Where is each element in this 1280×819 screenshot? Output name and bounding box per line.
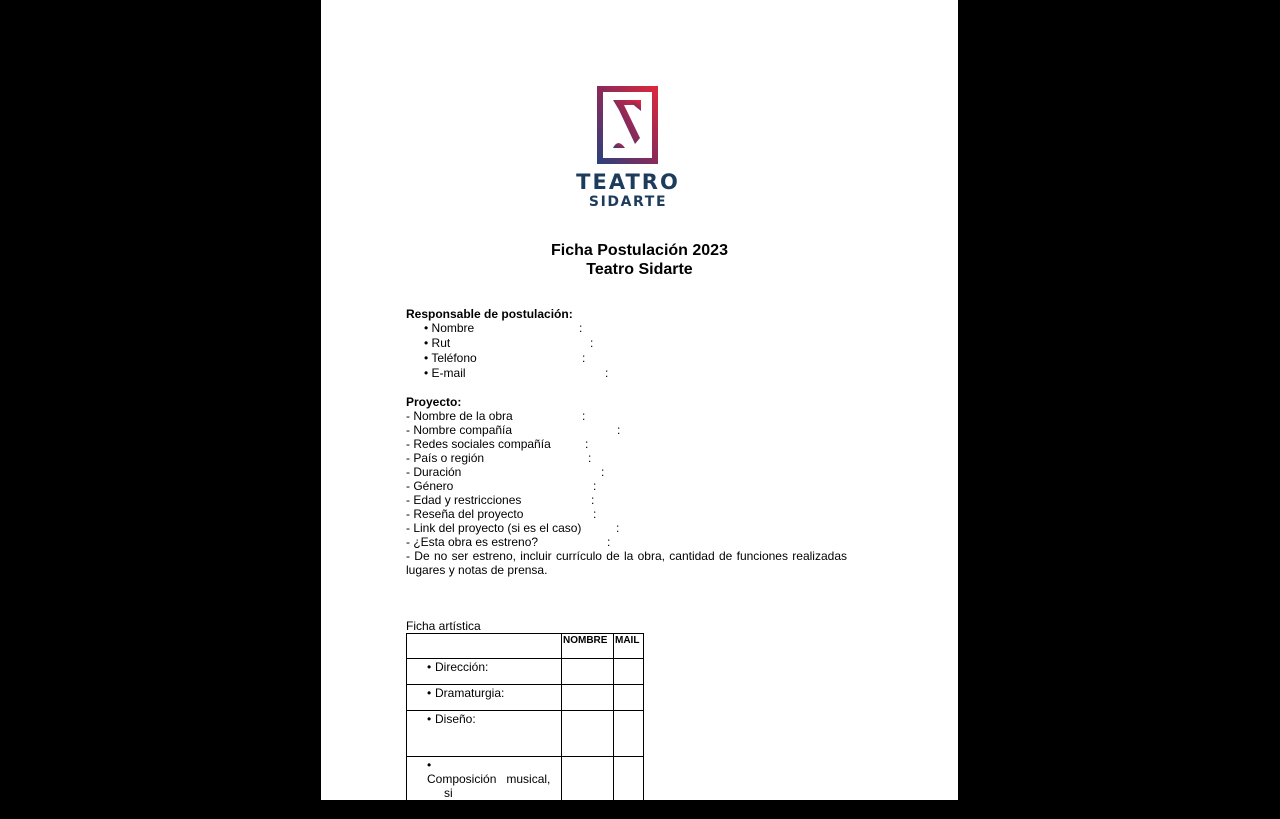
- logo-text-teatro: TEATRO: [576, 170, 680, 194]
- table-header-cell: MAIL: [614, 634, 644, 659]
- table-header-cell: [407, 634, 562, 659]
- proyecto-item: - Duración: [406, 465, 462, 479]
- table-header-cell: NOMBRE: [562, 634, 614, 659]
- nombre-cell[interactable]: [562, 685, 614, 711]
- table-row: [407, 711, 644, 757]
- field-separator: :: [585, 437, 589, 451]
- mail-cell[interactable]: [614, 659, 644, 685]
- responsable-item: • E-mail: [424, 366, 466, 380]
- responsable-label: Nombre: [431, 321, 475, 335]
- field-separator: :: [593, 507, 597, 521]
- field-separator: :: [617, 423, 621, 437]
- nombre-cell[interactable]: [562, 711, 614, 757]
- proyecto-item: - Nombre compañía: [406, 423, 513, 437]
- field-separator: :: [588, 451, 592, 465]
- proyecto-item: - Redes sociales compañía: [406, 437, 551, 451]
- table-row: [407, 757, 644, 819]
- mail-cell[interactable]: [614, 685, 644, 711]
- nombre-cell[interactable]: [562, 659, 614, 685]
- field-separator: :: [582, 351, 586, 365]
- responsable-label: E-mail: [431, 366, 466, 380]
- field-separator: :: [607, 535, 611, 549]
- proyecto-item: - Link del proyecto (si es el caso): [406, 521, 582, 535]
- ficha-artistica-table: [406, 633, 644, 819]
- responsable-label: Rut: [431, 336, 451, 350]
- role-cell: • Diseño:: [407, 711, 562, 757]
- responsable-item: • Nombre: [424, 321, 475, 335]
- responsable-item: • Rut: [424, 336, 451, 350]
- proyecto-item: - ¿Esta obra es estreno?: [406, 535, 539, 549]
- field-separator: :: [601, 465, 605, 479]
- proyecto-item: - Reseña del proyecto: [406, 507, 524, 521]
- field-separator: :: [590, 336, 594, 350]
- field-separator: :: [593, 479, 597, 493]
- field-separator: :: [591, 493, 595, 507]
- responsable-label: Teléfono: [431, 351, 477, 365]
- proyecto-item: - Género: [406, 479, 454, 493]
- field-separator: :: [582, 409, 586, 423]
- document-subtitle: Teatro Sidarte: [586, 261, 693, 278]
- ficha-artistica-heading: Ficha artística: [406, 619, 481, 633]
- table-row: [407, 685, 644, 711]
- responsable-heading: Responsable de postulación:: [406, 307, 573, 321]
- responsable-item: • Teléfono: [424, 351, 477, 365]
- nombre-cell[interactable]: [562, 757, 614, 819]
- proyecto-heading: Proyecto:: [406, 395, 462, 409]
- table-row: [407, 659, 644, 685]
- role-cell: •Composición musical, si corresponde:: [407, 757, 562, 819]
- logo-text-sidarte: SIDARTE: [588, 194, 668, 210]
- field-separator: :: [616, 521, 620, 535]
- table-header-row: [407, 634, 644, 659]
- mail-cell[interactable]: [614, 711, 644, 757]
- document-page: [321, 0, 958, 814]
- proyecto-note-line: lugares y notas de prensa.: [406, 563, 548, 577]
- role-cell: • Dirección:: [407, 659, 562, 685]
- proyecto-note-line: - De no ser estreno, incluir currículo de la obra, cantidad de funciones realizadas: [406, 549, 847, 563]
- document-title: Ficha Postulación 2023: [551, 242, 728, 259]
- mail-cell[interactable]: [614, 757, 644, 819]
- field-separator: :: [579, 321, 583, 335]
- proyecto-item: - País o región: [406, 451, 485, 465]
- teatro-sidarte-logo-icon: [597, 86, 658, 164]
- field-separator: :: [605, 366, 609, 380]
- proyecto-item: - Nombre de la obra: [406, 409, 513, 423]
- proyecto-item: - Edad y restricciones: [406, 493, 522, 507]
- role-cell: • Dramaturgia:: [407, 685, 562, 711]
